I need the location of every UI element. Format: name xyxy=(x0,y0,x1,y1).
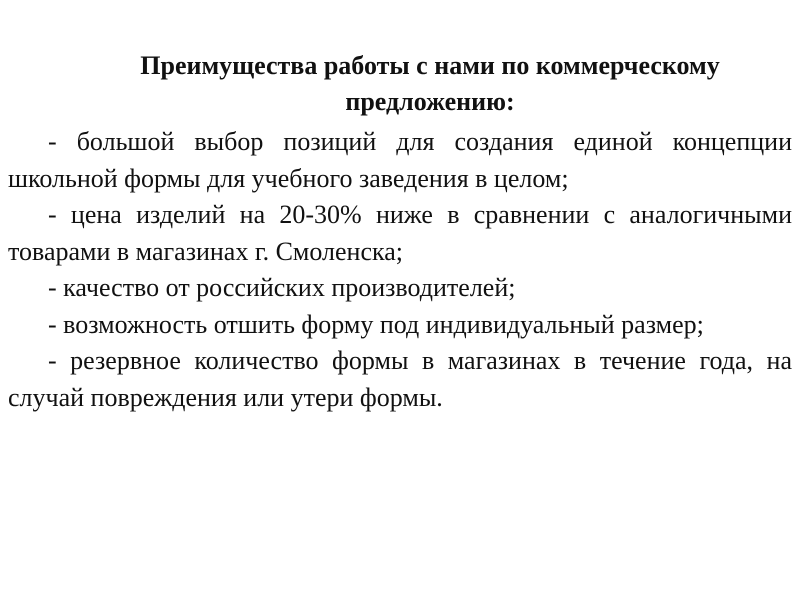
slide-title: Преимущества работы с нами по коммерческому предложению: xyxy=(140,51,720,116)
list-item: - возможность отшить форму под индивидуальный размер; xyxy=(48,309,704,339)
list-item: - качество от российских производителей; xyxy=(48,273,516,302)
advantages-list xyxy=(8,124,792,416)
list-item: - большой выбор позиций для создания единой концепции школьной формы для учебного заведения в целом; xyxy=(8,127,792,193)
list-item: - резервное количество формы в магазинах в течение года, на случай повреждения или утери формы. xyxy=(8,346,792,412)
list-item: - цена изделий на 20-30% ниже в сравнении с аналогичными товарами в магазинах г. Смоленска; xyxy=(8,200,792,266)
